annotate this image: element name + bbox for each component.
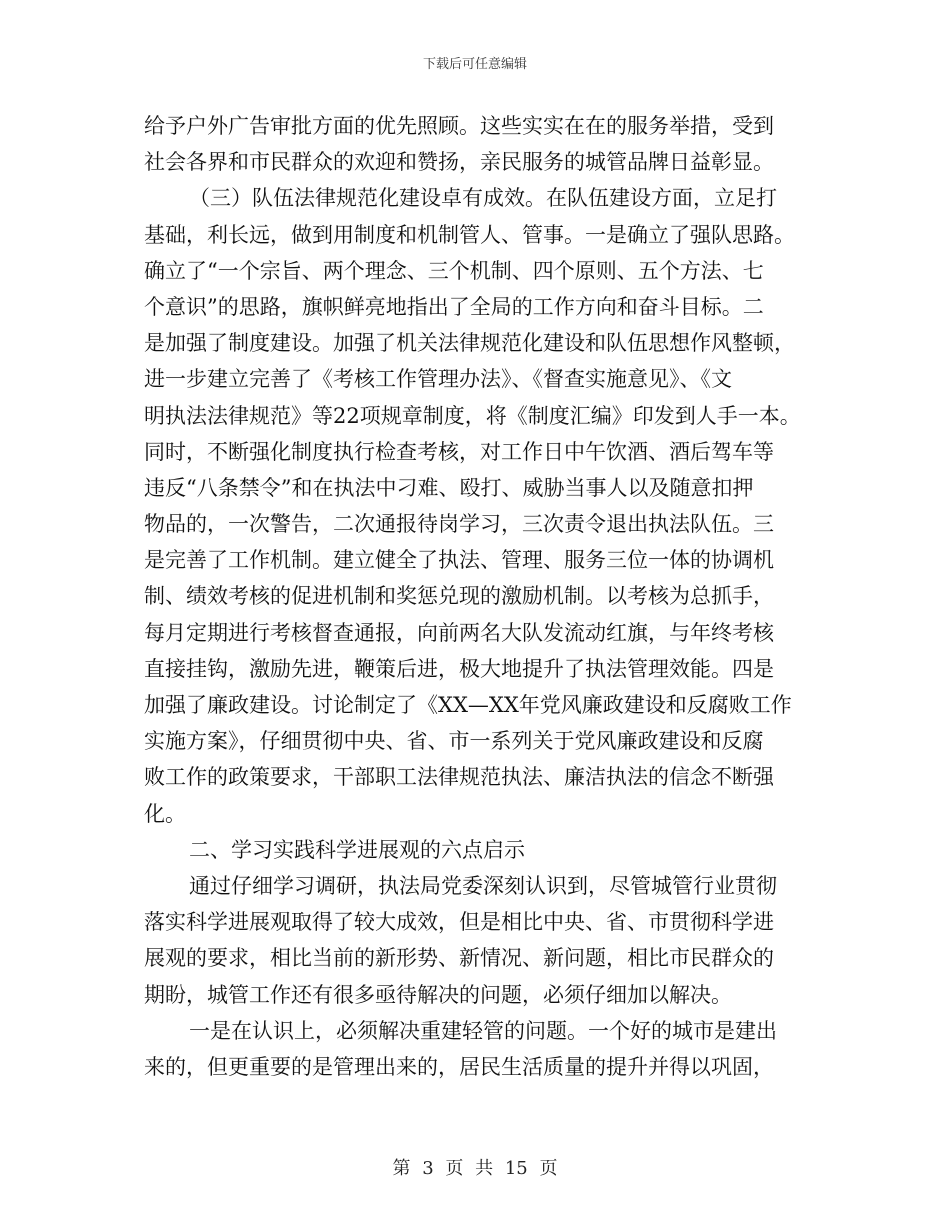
text-line: 是加强了制度建设。加强了机关法律规范化建设和队伍思想作风整顿， bbox=[144, 331, 795, 356]
text-line: （三）队伍法律规范化建设卓有成效。在队伍建设方面，立足打 bbox=[189, 186, 777, 211]
document-body bbox=[144, 108, 834, 1085]
page-number: 第 3 页 共 15 页 bbox=[392, 1158, 558, 1179]
text-line: 每月定期进行考核督查通报，向前两名大队发流动红旗，与年终考核 bbox=[144, 620, 774, 645]
text-line: 通过仔细学习调研，执法局党委深刻认识到，尽管城管行业贯彻 bbox=[189, 873, 777, 898]
text-line: 社会各界和市民群众的欢迎和赞扬，亲民服务的城管品牌日益彰显。 bbox=[144, 150, 774, 175]
text-line: 基础，利长远，做到用制度和机制管人、管事。一是确立了强队思路。 bbox=[144, 222, 795, 247]
text-line: 违反“八条禁令”和在执法中刁难、殴打、威胁当事人以及随意扣押 bbox=[144, 475, 754, 500]
text-line: 个意识”的思路，旗帜鲜亮地指出了全局的工作方向和奋斗目标。二 bbox=[144, 294, 764, 319]
text-line: 给予户外广告审批方面的优先照顾。这些实实在在的服务举措，受到 bbox=[144, 114, 774, 138]
text-line: 二、学习实践科学进展观的六点启示 bbox=[189, 837, 525, 862]
text-line: 制、绩效考核的促进机制和奖惩兑现的激励机制。以考核为总抓手， bbox=[144, 584, 774, 609]
text-line: 是完善了工作机制。建立健全了执法、管理、服务三位一体的协调机 bbox=[144, 548, 774, 573]
text-line: 物品的，一次警告，二次通报待岗学习，三次责令退出执法队伍。三 bbox=[144, 512, 774, 537]
text-line: 期盼，城管工作还有很多亟待解决的问题，必须仔细加以解决。 bbox=[144, 982, 732, 1007]
text-line: 进一步建立完善了《考核工作管理办法》、《督查实施意见》、《文 bbox=[144, 367, 732, 392]
text-line: 来的，但更重要的是管理出来的，居民生活质量的提升并得以巩固， bbox=[144, 1054, 774, 1079]
text-line: 加强了廉政建设。讨论制定了《XX—XX年党风廉政建设和反腐败工作 bbox=[144, 693, 792, 717]
text-line: 实施方案》，仔细贯彻中央、省、市一系列关于党风廉政建设和反腐 bbox=[144, 729, 764, 754]
text-line: 同时，不断强化制度执行检查考核，对工作日中午饮酒、酒后驾车等 bbox=[144, 439, 774, 464]
text-line: 直接挂钩，激励先进，鞭策后进，极大地提升了执法管理效能。四是 bbox=[144, 656, 774, 681]
page-header: 下载后可任意编辑 bbox=[422, 57, 527, 72]
text-line: 败工作的政策要求，干部职工法律规范执法、廉洁执法的信念不断强 bbox=[144, 765, 774, 790]
text-line: 展观的要求，相比当前的新形势、新情况、新问题，相比市民群众的 bbox=[144, 946, 774, 971]
text-line: 明执法法律规范》等22项规章制度，将《制度汇编》印发到人手一本。 bbox=[144, 403, 801, 428]
text-line: 一是在认识上，必须解决重建轻管的问题。一个好的城市是建出 bbox=[189, 1018, 777, 1043]
text-line: 落实科学进展观取得了较大成效，但是相比中央、省、市贯彻科学进 bbox=[144, 910, 774, 935]
text-line: 化。 bbox=[144, 801, 186, 826]
text-line: 确立了“一个宗旨、两个理念、三个机制、四个原则、五个方法、七 bbox=[144, 258, 764, 283]
